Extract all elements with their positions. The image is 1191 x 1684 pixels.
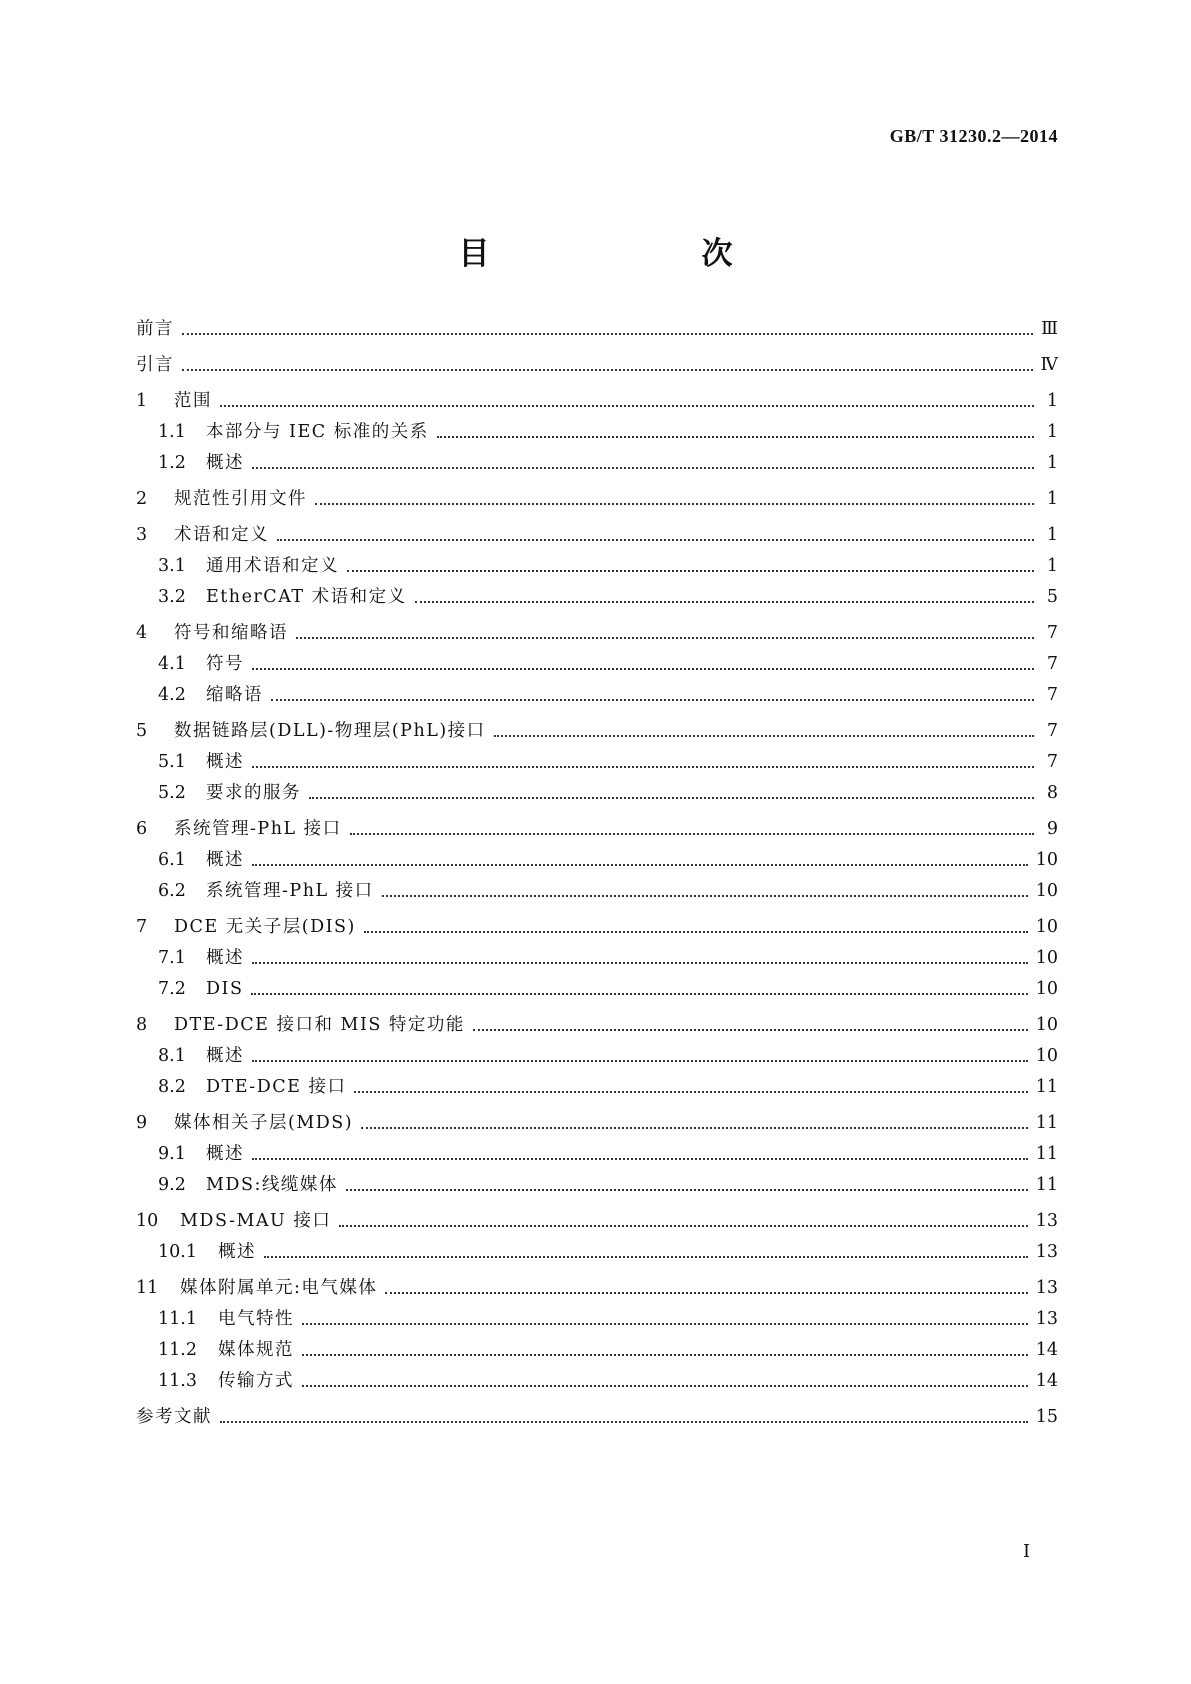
toc-entry-page: 5 [1046,587,1058,607]
toc-entry-page: 11 [1035,1077,1058,1097]
toc-entry-label: 概述 [206,1046,244,1066]
toc-entry-page: 1 [1046,525,1058,545]
toc-entry-number: 1.1 [158,422,186,442]
toc-entry-label: 前言 [136,319,174,339]
toc-entry-label: 概述 [206,453,244,473]
toc-entry-page: 10 [1035,979,1058,999]
dot-leader [252,467,1034,469]
dot-leader [264,1256,1028,1258]
toc-entry-page: 1 [1046,391,1058,411]
dot-leader [302,1323,1028,1325]
toc-entry-number: 3.2 [158,587,186,607]
toc-entry [136,1406,1058,1429]
toc-entry [136,354,1058,377]
toc-entry-page: 7 [1046,685,1058,705]
toc-entry-page: 8 [1046,783,1058,803]
toc-entry-page: 7 [1046,752,1058,772]
dot-leader [296,637,1034,639]
toc-entry-label: 电气特性 [218,1309,294,1329]
toc-entry-page: 10 [1035,1046,1058,1066]
dot-leader [473,1029,1028,1031]
toc-entry-page: 7 [1046,721,1058,741]
toc-entry-page: 9 [1046,819,1058,839]
toc-entry-page: 10 [1035,1015,1058,1035]
toc-entry [136,1076,1058,1099]
dot-leader [271,699,1034,701]
toc-entry-label: 数据链路层(DLL)-物理层(PhL)接口 [174,721,486,741]
toc-entry [136,421,1058,444]
toc-entry-number: 2 [136,489,148,509]
toc-entry-number: 7 [136,917,148,937]
toc-entry-page: Ⅳ [1040,355,1058,375]
toc-entry [136,720,1058,743]
toc-entry [136,1370,1058,1393]
toc-entry-label: 符号和缩略语 [174,623,288,643]
toc-entry [136,1277,1058,1300]
dot-leader [315,503,1034,505]
toc-entry-page: 1 [1046,556,1058,576]
page-number: I [1023,1541,1031,1562]
dot-leader [220,1421,1028,1423]
toc-entry-label: 术语和定义 [174,525,269,545]
toc-entry-number: 9.1 [158,1144,186,1164]
toc-entry-number: 5 [136,721,148,741]
dot-leader [252,962,1028,964]
toc-entry-page: 10 [1035,850,1058,870]
toc-entry [136,684,1058,707]
toc-entry-number: 4.2 [158,685,186,705]
dot-leader [347,570,1034,572]
toc-entry-label: 概述 [206,850,244,870]
toc-entry [136,751,1058,774]
toc-entry-number: 11.2 [158,1340,197,1360]
toc-entry-number: 4 [136,623,148,643]
dot-leader [382,895,1028,897]
dot-leader [494,735,1034,737]
toc-entry-label: 参考文献 [136,1407,212,1427]
toc-entry-label: DTE-DCE 接口和 MIS 特定功能 [174,1015,465,1035]
toc-entry [136,978,1058,1001]
toc-entry-number: 11.3 [158,1371,197,1391]
dot-leader [385,1292,1027,1294]
toc-entry-number: 3 [136,525,148,545]
dot-leader [361,1127,1028,1129]
dot-leader [252,864,1028,866]
dot-leader [302,1354,1028,1356]
toc-entry [136,555,1058,578]
toc-entry [136,1241,1058,1264]
toc-entry-number: 10 [136,1211,159,1231]
toc-entry-label: 概述 [218,1242,256,1262]
toc-entry-page: 1 [1046,489,1058,509]
toc-entry-page: 1 [1046,453,1058,473]
standard-code: GB/T 31230.2—2014 [889,126,1058,146]
dot-leader [182,369,1033,371]
toc-entry-page: 1 [1046,422,1058,442]
table-of-contents [136,318,1058,1429]
toc-entry-page: Ⅲ [1041,319,1058,339]
toc-entry-label: 符号 [206,654,244,674]
toc-entry-page: 13 [1035,1211,1058,1231]
toc-entry [136,1112,1058,1135]
toc-entry [136,653,1058,676]
dot-leader [252,766,1034,768]
toc-entry-page: 7 [1046,654,1058,674]
toc-entry [136,318,1058,341]
dot-leader [350,833,1034,835]
dot-leader [354,1091,1027,1093]
toc-entry [136,1014,1058,1037]
toc-entry-number: 1 [136,391,148,411]
toc-entry-page: 13 [1035,1278,1058,1298]
toc-entry-label: 概述 [206,948,244,968]
toc-entry-label: 范围 [174,391,212,411]
toc-entry-label: 媒体附属单元:电气媒体 [180,1278,378,1298]
toc-entry-page: 15 [1035,1407,1058,1427]
toc-entry [136,622,1058,645]
toc-entry-number: 8.1 [158,1046,186,1066]
dot-leader [252,668,1034,670]
toc-entry [136,524,1058,547]
toc-entry-page: 11 [1035,1144,1058,1164]
dot-leader [220,405,1034,407]
toc-entry [136,849,1058,872]
toc-entry-number: 8.2 [158,1077,186,1097]
toc-entry [136,1143,1058,1166]
toc-entry-number: 4.1 [158,654,186,674]
dot-leader [346,1189,1028,1191]
toc-entry-label: 引言 [136,355,174,375]
toc-entry [136,390,1058,413]
toc-entry-page: 10 [1035,917,1058,937]
toc-entry-number: 6 [136,819,148,839]
toc-entry-page: 11 [1035,1113,1058,1133]
toc-entry-label: MDS-MAU 接口 [180,1211,332,1231]
toc-entry [136,916,1058,939]
toc-entry-page: 13 [1035,1309,1058,1329]
dot-leader [437,436,1034,438]
toc-entry-number: 9 [136,1113,148,1133]
toc-entry-number: 7.1 [158,948,186,968]
toc-entry-number: 9.2 [158,1175,186,1195]
toc-entry [136,1045,1058,1068]
toc-entry-number: 10.1 [158,1242,197,1262]
toc-entry-number: 6.1 [158,850,186,870]
toc-entry-label: 规范性引用文件 [174,489,307,509]
toc-entry [136,782,1058,805]
toc-entry-label: MDS:线缆媒体 [206,1175,338,1195]
toc-entry [136,1174,1058,1197]
toc-entry-number: 8 [136,1015,148,1035]
toc-entry-label: 本部分与 IEC 标准的关系 [206,422,429,442]
toc-entry-number: 1.2 [158,453,186,473]
toc-entry-number: 11 [136,1278,159,1298]
dot-leader [252,1060,1028,1062]
dot-leader [251,993,1027,995]
toc-entry-number: 5.1 [158,752,186,772]
dot-leader [364,931,1028,933]
toc-entry [136,1339,1058,1362]
toc-entry-label: 系统管理-PhL 接口 [206,881,374,901]
toc-entry [136,1210,1058,1233]
dot-leader [309,797,1034,799]
toc-entry [136,880,1058,903]
toc-entry [136,452,1058,475]
dot-leader [277,539,1034,541]
toc-entry [136,488,1058,511]
dot-leader [339,1225,1027,1227]
toc-entry-label: 概述 [206,752,244,772]
toc-entry-number: 5.2 [158,783,186,803]
toc-entry [136,1308,1058,1331]
toc-entry-number: 6.2 [158,881,186,901]
toc-entry-label: 通用术语和定义 [206,556,339,576]
toc-entry-label: DIS [206,979,244,999]
toc-entry-page: 14 [1035,1340,1058,1360]
toc-entry-label: DCE 无关子层(DIS) [174,917,356,937]
toc-entry [136,818,1058,841]
toc-entry [136,947,1058,970]
dot-leader [182,333,1033,335]
toc-entry-label: 概述 [206,1144,244,1164]
dot-leader [302,1385,1028,1387]
toc-entry-number: 11.1 [158,1309,197,1329]
toc-entry-label: 媒体相关子层(MDS) [174,1113,354,1133]
toc-entry-page: 14 [1035,1371,1058,1391]
toc-entry-page: 10 [1035,881,1058,901]
toc-entry-page: 11 [1035,1175,1058,1195]
toc-title: 目 次 [458,236,783,272]
toc-entry-page: 13 [1035,1242,1058,1262]
toc-entry-page: 10 [1035,948,1058,968]
dot-leader [252,1158,1028,1160]
toc-entry-label: 缩略语 [206,685,263,705]
toc-entry-number: 3.1 [158,556,186,576]
toc-entry-number: 7.2 [158,979,186,999]
toc-entry-label: EtherCAT 术语和定义 [206,587,407,607]
toc-entry-label: DTE-DCE 接口 [206,1077,347,1097]
toc-entry-label: 媒体规范 [218,1340,294,1360]
dot-leader [415,601,1034,603]
toc-entry-label: 系统管理-PhL 接口 [174,819,342,839]
toc-entry-label: 传输方式 [218,1371,294,1391]
toc-entry [136,586,1058,609]
toc-entry-page: 7 [1046,623,1058,643]
toc-entry-label: 要求的服务 [206,783,301,803]
